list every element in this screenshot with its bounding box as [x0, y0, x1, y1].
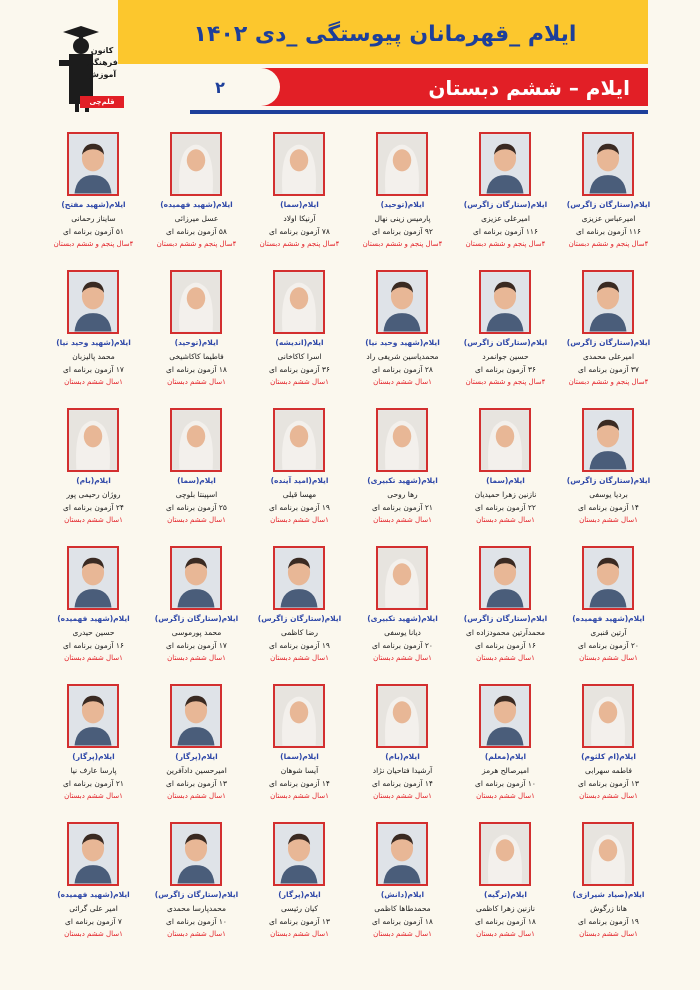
student-years: ۱سال ششم دبستان	[64, 654, 123, 662]
student-photo	[67, 546, 119, 610]
student-photo	[582, 546, 634, 610]
student-card	[351, 542, 454, 680]
student-years: ۱سال ششم دبستان	[476, 930, 535, 938]
student-name: محمدطاها کاظمی	[374, 904, 431, 913]
student-photo	[376, 546, 428, 610]
student-exams: ۲۸ آزمون برنامه ای	[372, 365, 433, 374]
student-name: آرنیکا اولاد	[283, 214, 316, 223]
student-years: ۱سال ششم دبستان	[579, 792, 638, 800]
student-exams: ۱۳ آزمون برنامه ای	[166, 779, 227, 788]
student-name: فاطمه سهرابی	[585, 766, 632, 775]
student-years: ۴سال پنجم و ششم دبستان	[465, 240, 546, 248]
student-name: پارسا عارف نیا	[70, 766, 117, 775]
student-name: امیرحسین دادآفرین	[166, 766, 227, 775]
student-photo	[170, 132, 222, 196]
student-card	[248, 266, 351, 404]
student-years: ۱سال ششم دبستان	[167, 516, 226, 524]
student-card	[351, 818, 454, 956]
student-name: محمدیاسین شریفی راد	[366, 352, 439, 361]
student-years: ۱سال ششم دبستان	[167, 930, 226, 938]
page-header	[0, 0, 700, 120]
student-name: فاطیما کاکاشیخی	[169, 352, 224, 361]
student-card	[248, 680, 351, 818]
student-years: ۱سال ششم دبستان	[476, 654, 535, 662]
student-school: ایلام(ستارگان زاگرس)	[463, 338, 548, 347]
student-name: حسین حیدری	[72, 628, 115, 637]
header-divider	[190, 110, 648, 114]
student-years: ۱سال ششم دبستان	[64, 930, 123, 938]
student-exams: ۱۴ آزمون برنامه ای	[372, 779, 433, 788]
student-card	[557, 818, 660, 956]
student-school: ایلام(معلم)	[484, 752, 527, 761]
student-school: ایلام(صیاد شیرازی)	[572, 890, 645, 899]
student-exams: ۱۶ آزمون برنامه ای	[63, 641, 124, 650]
student-card	[248, 128, 351, 266]
student-exams: ۱۰ آزمون برنامه ای	[166, 917, 227, 926]
student-card	[42, 542, 145, 680]
student-school: ایلام(بام)	[385, 752, 420, 761]
student-photo	[479, 684, 531, 748]
student-school: ایلام(سما)	[486, 476, 525, 485]
student-photo	[170, 408, 222, 472]
student-exams: ۲۰ آزمون برنامه ای	[578, 641, 639, 650]
student-photo	[582, 684, 634, 748]
student-card	[454, 542, 557, 680]
student-exams: ۱۹ آزمون برنامه ای	[578, 917, 639, 926]
student-school: ایلام(شهید فهمیده)	[160, 200, 233, 209]
student-photo	[376, 684, 428, 748]
student-years: ۱سال ششم دبستان	[270, 930, 329, 938]
student-card	[454, 266, 557, 404]
student-years: ۱سال ششم دبستان	[167, 378, 226, 386]
page-number: ۲	[215, 78, 225, 97]
logo-line-1: کانون	[90, 46, 114, 55]
student-photo	[273, 270, 325, 334]
student-photo	[582, 408, 634, 472]
student-photo	[479, 132, 531, 196]
student-name: محمدآرتین محمودزاده ای	[465, 628, 545, 637]
student-school: ایلام(سما)	[280, 752, 319, 761]
student-exams: ۱۸ آزمون برنامه ای	[166, 365, 227, 374]
student-exams: ۵۸ آزمون برنامه ای	[166, 227, 227, 236]
student-name: سایناز رحمانی	[71, 214, 116, 223]
student-name: پارمیس زینی نهال	[374, 214, 431, 223]
student-name: آرتین قنبری	[590, 628, 627, 637]
student-years: ۱سال ششم دبستان	[476, 792, 535, 800]
student-photo	[67, 408, 119, 472]
student-card	[351, 128, 454, 266]
student-school: ایلام(ستارگان زاگرس)	[566, 338, 651, 347]
student-exams: ۱۱۶ آزمون برنامه ای	[473, 227, 538, 236]
student-name: محمد پالیزبان	[72, 352, 115, 361]
student-name: حسین جوانمرد	[482, 352, 529, 361]
student-years: ۱سال ششم دبستان	[270, 378, 329, 386]
student-card	[454, 404, 557, 542]
student-exams: ۱۴ آزمون برنامه ای	[578, 503, 639, 512]
student-school: ایلام(امید آینده)	[270, 476, 329, 485]
subtitle-band-cutout	[190, 68, 280, 106]
student-years: ۴سال پنجم و ششم دبستان	[465, 378, 546, 386]
student-photo	[273, 546, 325, 610]
student-card	[557, 266, 660, 404]
student-name: نازنین زهرا کاظمی	[475, 904, 536, 913]
student-card	[248, 404, 351, 542]
student-exams: ۱۷ آزمون برنامه ای	[63, 365, 124, 374]
student-photo	[273, 822, 325, 886]
student-school: ایلام(شهید وحید نیا)	[56, 338, 131, 347]
student-photo	[273, 132, 325, 196]
student-years: ۱سال ششم دبستان	[579, 654, 638, 662]
student-school: ایلام(شهید مفتح)	[61, 200, 126, 209]
student-years: ۱سال ششم دبستان	[579, 516, 638, 524]
student-name: رها روحی	[387, 490, 418, 499]
student-name: امیر علی گرائی	[69, 904, 118, 913]
student-school: ایلام(ستارگان زاگرس)	[257, 614, 342, 623]
student-card	[351, 680, 454, 818]
student-years: ۱سال ششم دبستان	[373, 516, 432, 524]
student-school: ایلام(ستارگان زاگرس)	[463, 200, 548, 209]
student-school: ایلام(شهید تکبیری)	[367, 476, 438, 485]
student-card	[557, 128, 660, 266]
student-years: ۱سال ششم دبستان	[167, 654, 226, 662]
student-photo	[479, 270, 531, 334]
student-photo	[273, 684, 325, 748]
student-exams: ۱۰ آزمون برنامه ای	[475, 779, 536, 788]
student-years: ۴سال پنجم و ششم دبستان	[53, 240, 134, 248]
page-subtitle: ایلام – ششم دبستان	[428, 76, 630, 100]
student-exams: ۳۶ آزمون برنامه ای	[269, 365, 330, 374]
student-photo	[479, 822, 531, 886]
student-exams: ۱۱۶ آزمون برنامه ای	[576, 227, 641, 236]
student-photo	[67, 270, 119, 334]
student-name: دیانا یوسفی	[384, 628, 421, 637]
logo-brand: قلم‌چی	[80, 96, 124, 108]
student-exams: ۱۸ آزمون برنامه ای	[372, 917, 433, 926]
student-school: ایلام(شهید فهمیده)	[57, 890, 130, 899]
student-card	[145, 404, 248, 542]
student-card	[42, 818, 145, 956]
student-exams: ۱۴ آزمون برنامه ای	[269, 779, 330, 788]
students-grid	[40, 128, 660, 956]
student-school: ایلام(سما)	[177, 476, 216, 485]
student-exams: ۲۱ آزمون برنامه ای	[372, 503, 433, 512]
student-years: ۱سال ششم دبستان	[64, 516, 123, 524]
student-photo	[582, 270, 634, 334]
student-card	[351, 266, 454, 404]
student-name: مهسا قیلی	[282, 490, 317, 499]
student-school: ایلام(شهید فهمیده)	[572, 614, 645, 623]
student-photo	[170, 684, 222, 748]
student-card	[454, 128, 557, 266]
student-school: ایلام(شهید وحید نیا)	[365, 338, 440, 347]
student-photo	[170, 270, 222, 334]
student-exams: ۲۲ آزمون برنامه ای	[475, 503, 536, 512]
student-photo	[376, 270, 428, 334]
student-name: هانا زرگوش	[590, 904, 627, 913]
student-name: بردیا یوسفی	[589, 490, 628, 499]
student-name: آیسا شوهان	[280, 766, 319, 775]
student-exams: ۱۸ آزمون برنامه ای	[475, 917, 536, 926]
student-card	[454, 818, 557, 956]
student-card	[248, 818, 351, 956]
student-years: ۱سال ششم دبستان	[270, 516, 329, 524]
student-photo	[273, 408, 325, 472]
student-school: ایلام(ستارگان زاگرس)	[566, 200, 651, 209]
logo-line-2: فرهنگی	[86, 58, 118, 67]
student-years: ۴سال پنجم و ششم دبستان	[259, 240, 340, 248]
student-years: ۱سال ششم دبستان	[373, 378, 432, 386]
page-title: ایلام _قهرمانان پیوستگی _دی ۱۴۰۲	[193, 22, 577, 47]
student-school: ایلام(توحید)	[174, 338, 219, 347]
student-card	[145, 680, 248, 818]
logo-line-3: آموزش	[87, 70, 117, 79]
student-school: ایلام(توحید)	[380, 200, 425, 209]
student-card	[42, 128, 145, 266]
student-card	[42, 266, 145, 404]
student-years: ۱سال ششم دبستان	[373, 654, 432, 662]
student-photo	[582, 822, 634, 886]
student-name: محمد پورموسی	[171, 628, 222, 637]
student-exams: ۲۵ آزمون برنامه ای	[166, 503, 227, 512]
student-years: ۱سال ششم دبستان	[64, 378, 123, 386]
student-years: ۱سال ششم دبستان	[270, 792, 329, 800]
student-school: ایلام(پرگار)	[175, 752, 218, 761]
student-name: امیرعلی محمدی	[582, 352, 635, 361]
student-photo	[67, 132, 119, 196]
student-photo	[582, 132, 634, 196]
student-name: عسل میرزائی	[174, 214, 219, 223]
student-exams: ۱۳ آزمون برنامه ای	[578, 779, 639, 788]
student-exams: ۵۱ آزمون برنامه ای	[63, 227, 124, 236]
student-years: ۴سال پنجم و ششم دبستان	[362, 240, 443, 248]
student-years: ۱سال ششم دبستان	[373, 930, 432, 938]
student-school: ایلام(پرگار)	[72, 752, 115, 761]
student-exams: ۱۳ آزمون برنامه ای	[269, 917, 330, 926]
student-years: ۱سال ششم دبستان	[167, 792, 226, 800]
student-card	[145, 542, 248, 680]
student-school: ایلام(ستارگان زاگرس)	[154, 890, 239, 899]
student-years: ۱سال ششم دبستان	[64, 792, 123, 800]
student-exams: ۲۱ آزمون برنامه ای	[63, 779, 124, 788]
student-name: کیان رئیسی	[281, 904, 318, 913]
student-card	[557, 542, 660, 680]
student-school: ایلام(پرگار)	[278, 890, 321, 899]
student-photo	[376, 132, 428, 196]
student-name: آرشیدا فتاحیان نژاد	[372, 766, 433, 775]
student-name: امیرعلی عزیزی	[481, 214, 530, 223]
student-card	[42, 404, 145, 542]
student-name: امیرصالح هرمز	[482, 766, 529, 775]
student-school: ایلام(شهید تکبیری)	[367, 614, 438, 623]
student-years: ۱سال ششم دبستان	[579, 930, 638, 938]
student-school: ایلام(ام کلثوم)	[581, 752, 636, 761]
student-photo	[376, 822, 428, 886]
student-name: نازنین زهرا حمیدیان	[474, 490, 537, 499]
student-years: ۱سال ششم دبستان	[476, 516, 535, 524]
student-card	[454, 680, 557, 818]
student-years: ۴سال پنجم و ششم دبستان	[568, 240, 649, 248]
student-school: ایلام(ستارگان زاگرس)	[154, 614, 239, 623]
student-name: رضا کاظمی	[280, 628, 319, 637]
student-school: ایلام(ترگیه)	[484, 890, 527, 899]
student-exams: ۷۸ آزمون برنامه ای	[269, 227, 330, 236]
student-card	[145, 128, 248, 266]
student-name: امیرعباس عزیزی	[581, 214, 636, 223]
student-photo	[170, 546, 222, 610]
student-school: ایلام(ستارگان زاگرس)	[566, 476, 651, 485]
student-card	[557, 680, 660, 818]
student-years: ۱سال ششم دبستان	[270, 654, 329, 662]
student-exams: ۲۰ آزمون برنامه ای	[372, 641, 433, 650]
student-photo	[479, 408, 531, 472]
student-photo	[376, 408, 428, 472]
student-school: ایلام(بام)	[76, 476, 111, 485]
student-school: ایلام(شهید فهمیده)	[57, 614, 130, 623]
student-photo	[67, 684, 119, 748]
student-school: ایلام(سما)	[280, 200, 319, 209]
student-exams: ۷ آزمون برنامه ای	[65, 917, 122, 926]
student-school: ایلام(دانش)	[380, 890, 425, 899]
student-years: ۴سال پنجم و ششم دبستان	[156, 240, 237, 248]
student-photo	[479, 546, 531, 610]
student-name: محمدپارسا محمدی	[166, 904, 227, 913]
student-exams: ۳۷ آزمون برنامه ای	[578, 365, 639, 374]
student-exams: ۱۹ آزمون برنامه ای	[269, 503, 330, 512]
student-card	[145, 818, 248, 956]
student-photo	[67, 822, 119, 886]
student-photo	[170, 822, 222, 886]
student-card	[351, 404, 454, 542]
student-exams: ۱۹ آزمون برنامه ای	[269, 641, 330, 650]
student-card	[42, 680, 145, 818]
student-card	[145, 266, 248, 404]
student-card	[248, 542, 351, 680]
student-exams: ۹۲ آزمون برنامه ای	[372, 227, 433, 236]
student-name: اسرا کاکاخانی	[277, 352, 322, 361]
student-years: ۱سال ششم دبستان	[373, 792, 432, 800]
student-school: ایلام(ستارگان زاگرس)	[463, 614, 548, 623]
student-years: ۴سال پنجم و ششم دبستان	[568, 378, 649, 386]
student-name: اسپینتا بلوچی	[175, 490, 218, 499]
student-exams: ۲۴ آزمون برنامه ای	[63, 503, 124, 512]
student-exams: ۱۶ آزمون برنامه ای	[475, 641, 536, 650]
student-school: ایلام(اندیشه)	[275, 338, 324, 347]
student-name: روژان رحیمی پور	[66, 490, 121, 499]
student-card	[557, 404, 660, 542]
student-exams: ۱۷ آزمون برنامه ای	[166, 641, 227, 650]
student-exams: ۳۶ آزمون برنامه ای	[475, 365, 536, 374]
